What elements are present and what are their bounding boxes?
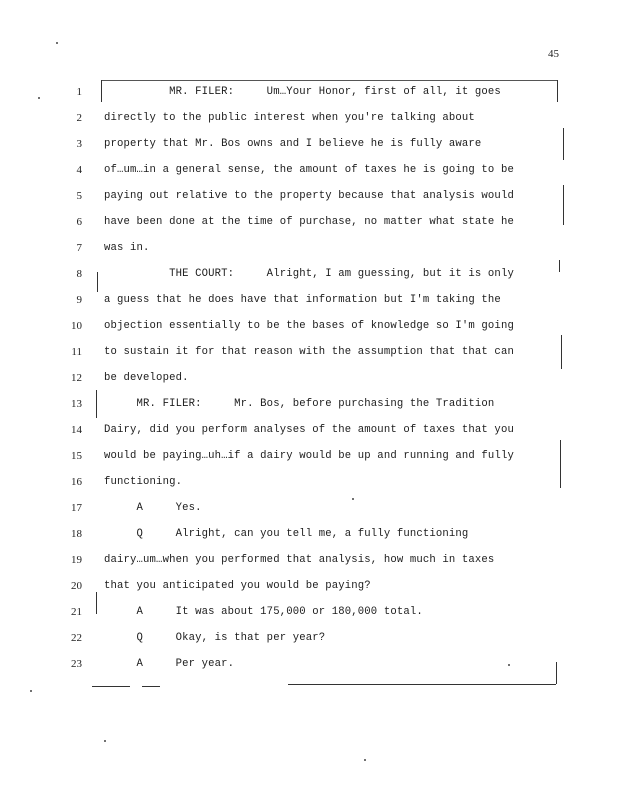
line-text: Dairy, did you perform analyses of the amount of taxes that you bbox=[104, 424, 514, 436]
transcript-line bbox=[0, 239, 626, 257]
transcript-line bbox=[0, 291, 626, 309]
line-number: 22 bbox=[71, 632, 82, 644]
line-number: 1 bbox=[76, 86, 82, 98]
line-text: a guess that he does have that information but I'm taking the bbox=[104, 294, 501, 306]
transcript-line bbox=[0, 213, 626, 231]
transcript-line bbox=[0, 109, 626, 127]
transcript-line bbox=[0, 187, 626, 205]
line-text: property that Mr. Bos owns and I believe he is fully aware bbox=[104, 138, 482, 150]
line-number: 17 bbox=[71, 502, 82, 514]
line-number: 13 bbox=[71, 398, 82, 410]
line-number: 7 bbox=[76, 242, 82, 254]
line-number: 4 bbox=[76, 164, 82, 176]
scan-speck bbox=[104, 740, 106, 742]
line-text: be developed. bbox=[104, 372, 189, 384]
line-text: A It was about 175,000 or 180,000 total. bbox=[104, 606, 423, 618]
line-number: 18 bbox=[71, 528, 82, 540]
bottom-rule bbox=[288, 684, 556, 685]
line-text: to sustain it for that reason with the assumption that that can bbox=[104, 346, 514, 358]
transcript-line bbox=[0, 369, 626, 387]
scan-speck bbox=[56, 42, 58, 44]
scan-speck bbox=[30, 690, 32, 692]
top-border bbox=[101, 80, 557, 81]
line-text: THE COURT: Alright, I am guessing, but it is only bbox=[104, 268, 514, 280]
line-text: objection essentially to be the bases of knowledge so I'm going bbox=[104, 320, 514, 332]
line-text: functioning. bbox=[104, 476, 183, 488]
bottom-rule bbox=[142, 686, 160, 687]
transcript-line bbox=[0, 655, 626, 673]
transcript-line bbox=[0, 395, 626, 413]
transcript-line bbox=[0, 83, 626, 101]
transcript-line bbox=[0, 317, 626, 335]
line-text: MR. FILER: Mr. Bos, before purchasing the Tradition bbox=[104, 398, 495, 410]
line-text: would be paying…uh…if a dairy would be up and running and fully bbox=[104, 450, 514, 462]
transcript-line bbox=[0, 421, 626, 439]
line-text: that you anticipated you would be paying? bbox=[104, 580, 371, 592]
line-text: A Per year. bbox=[104, 658, 235, 670]
transcript-line bbox=[0, 629, 626, 647]
line-text: was in. bbox=[104, 242, 150, 254]
line-text: Q Okay, is that per year? bbox=[104, 632, 326, 644]
transcript-line bbox=[0, 161, 626, 179]
line-number: 10 bbox=[71, 320, 82, 332]
transcript-line bbox=[0, 525, 626, 543]
line-number: 21 bbox=[71, 606, 82, 618]
transcript-line bbox=[0, 265, 626, 283]
transcript-line bbox=[0, 603, 626, 621]
line-text: have been done at the time of purchase, no matter what state he bbox=[104, 216, 514, 228]
line-number: 20 bbox=[71, 580, 82, 592]
line-number: 14 bbox=[71, 424, 82, 436]
line-number: 12 bbox=[71, 372, 82, 384]
line-number: 8 bbox=[76, 268, 82, 280]
line-number: 9 bbox=[76, 294, 82, 306]
line-text: A Yes. bbox=[104, 502, 202, 514]
line-number: 5 bbox=[76, 190, 82, 202]
bottom-rule bbox=[92, 686, 130, 687]
line-text: directly to the public interest when you're talking about bbox=[104, 112, 475, 124]
transcript-line bbox=[0, 447, 626, 465]
line-text: dairy…um…when you performed that analysis, how much in taxes bbox=[104, 554, 495, 566]
line-text: MR. FILER: Um…Your Honor, first of all, it goes bbox=[104, 86, 501, 98]
page-number: 45 bbox=[548, 48, 559, 60]
line-text: paying out relative to the property because that analysis would bbox=[104, 190, 514, 202]
transcript-line bbox=[0, 135, 626, 153]
transcript-line bbox=[0, 551, 626, 569]
transcript-line bbox=[0, 473, 626, 491]
line-text: Q Alright, can you tell me, a fully functioning bbox=[104, 528, 469, 540]
line-number: 6 bbox=[76, 216, 82, 228]
line-number: 11 bbox=[71, 346, 82, 358]
line-text: of…um…in a general sense, the amount of taxes he is going to be bbox=[104, 164, 514, 176]
line-number: 19 bbox=[71, 554, 82, 566]
transcript-line bbox=[0, 343, 626, 361]
scan-speck bbox=[364, 759, 366, 761]
transcript-line bbox=[0, 499, 626, 517]
line-number: 23 bbox=[71, 658, 82, 670]
line-number: 3 bbox=[76, 138, 82, 150]
line-number: 15 bbox=[71, 450, 82, 462]
line-number: 2 bbox=[76, 112, 82, 124]
transcript-line bbox=[0, 577, 626, 595]
line-number: 16 bbox=[71, 476, 82, 488]
